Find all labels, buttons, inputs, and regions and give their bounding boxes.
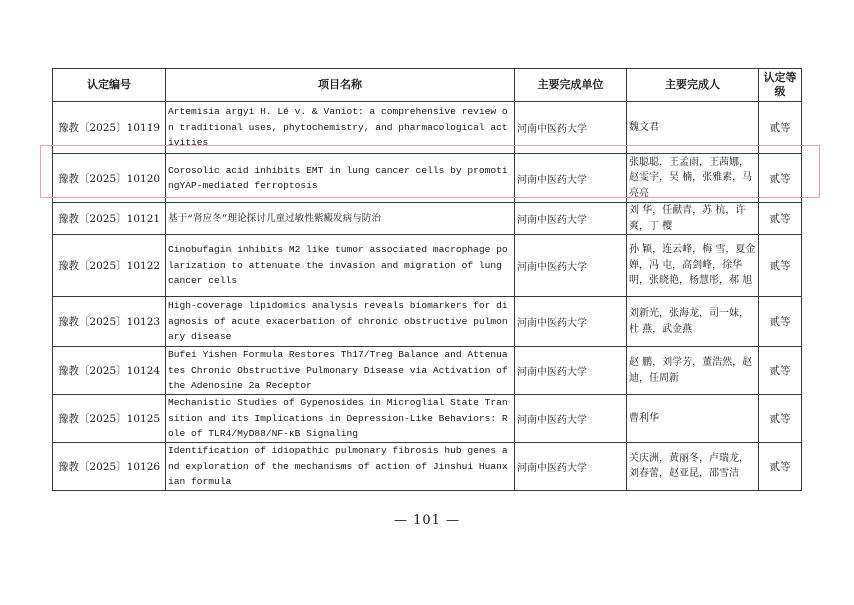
- cell-unit: 河南中医药大学: [515, 102, 627, 154]
- header-unit: 主要完成单位: [515, 69, 627, 102]
- cell-people: 张聪聪，王孟雨，王茜娜，赵雯宇，吴 楠，张雅素，马亮亮: [627, 154, 759, 203]
- cell-grade: 贰等: [759, 347, 802, 395]
- header-code: 认定编号: [53, 69, 166, 102]
- table-row: [53, 297, 802, 347]
- cell-title: 基于“肾应冬”理论探讨儿童过敏性紫癜发病与防治: [166, 203, 515, 235]
- cell-unit: 河南中医药大学: [515, 443, 627, 491]
- cell-grade: 贰等: [759, 395, 802, 443]
- cell-people: 关庆洲，黄丽冬，卢瑞龙，刘春蕾，赵亚昆，邵雪洁: [627, 443, 759, 491]
- table-header-row: [53, 69, 802, 102]
- cell-code: 豫教〔2025〕10124: [53, 347, 166, 395]
- cell-title: Bufei Yishen Formula Restores Th17/Treg Balance and Attenuates Chronic Obstructive Pulmonary Disease via Activation of the Adenosine 2a Receptor: [166, 347, 515, 395]
- cell-unit: 河南中医药大学: [515, 347, 627, 395]
- table-row: [53, 443, 802, 491]
- cell-grade: 贰等: [759, 235, 802, 297]
- cell-title: Artemisia argyi H. Lé v. & Vaniot: a comprehensive review on traditional uses, phytochemistry, and pharmacological activities: [166, 102, 515, 154]
- cell-unit: 河南中医药大学: [515, 395, 627, 443]
- cell-grade: 贰等: [759, 443, 802, 491]
- cell-code: 豫教〔2025〕10120: [53, 154, 166, 203]
- cell-code: 豫教〔2025〕10125: [53, 395, 166, 443]
- header-grade: 认定等级: [759, 69, 802, 102]
- cell-title: High-coverage lipidomics analysis reveals biomarkers for diagnosis of acute exacerbation of chronic obstructive pulmonary disease: [166, 297, 515, 347]
- cell-title: Mechanistic Studies of Gypenosides in Microglial State Transition and its Implications in Depression-Like Behaviors: Role of TLR4/MyD88/NF-κB Signaling: [166, 395, 515, 443]
- cell-people: 刘新光，张海龙，司一妹，杜 燕，武金燕: [627, 297, 759, 347]
- cell-people: 魏文君: [627, 102, 759, 154]
- cell-code: 豫教〔2025〕10122: [53, 235, 166, 297]
- page-number: — 101 —: [393, 513, 461, 528]
- cell-grade: 贰等: [759, 297, 802, 347]
- cell-grade: 贰等: [759, 154, 802, 203]
- cell-people: 刘 华，任献青，苏 杭，许 爽，丁 樱: [627, 203, 759, 235]
- table-row: [53, 154, 802, 203]
- cell-title: Corosolic acid inhibits EMT in lung cancer cells by promotingYAP-mediated ferroptosis: [166, 154, 515, 203]
- cell-unit: 河南中医药大学: [515, 235, 627, 297]
- cell-people: 曹利华: [627, 395, 759, 443]
- cell-people: 赵 鹏，刘学芳，董浩然，赵 迪，任周新: [627, 347, 759, 395]
- cell-title: Identification of idiopathic pulmonary fibrosis hub genes and exploration of the mechanisms of action of Jinshui Huanxian formula: [166, 443, 515, 491]
- table-row: [53, 235, 802, 297]
- cell-grade: 贰等: [759, 203, 802, 235]
- cell-unit: 河南中医药大学: [515, 297, 627, 347]
- cell-code: 豫教〔2025〕10121: [53, 203, 166, 235]
- cell-unit: 河南中医药大学: [515, 154, 627, 203]
- header-title: 项目名称: [166, 69, 515, 102]
- table-row: [53, 203, 802, 235]
- cell-title: Cinobufagin inhibits M2 like tumor associated macrophage polarization to attenuate the invasion and migration of lung cancer cells: [166, 235, 515, 297]
- cell-unit: 河南中医药大学: [515, 203, 627, 235]
- table-row: [53, 102, 802, 154]
- cell-code: 豫教〔2025〕10126: [53, 443, 166, 491]
- table-row: [53, 395, 802, 443]
- cell-people: 孙 颖，连云峰，梅 雪，夏金婵，冯 屯，高剑峰，徐华明，张晓艳，杨慧彤，郝 旭: [627, 235, 759, 297]
- cell-code: 豫教〔2025〕10119: [53, 102, 166, 154]
- table-row: [53, 347, 802, 395]
- cell-grade: 贰等: [759, 102, 802, 154]
- cell-code: 豫教〔2025〕10123: [53, 297, 166, 347]
- header-people: 主要完成人: [627, 69, 759, 102]
- certification-table: [52, 68, 802, 491]
